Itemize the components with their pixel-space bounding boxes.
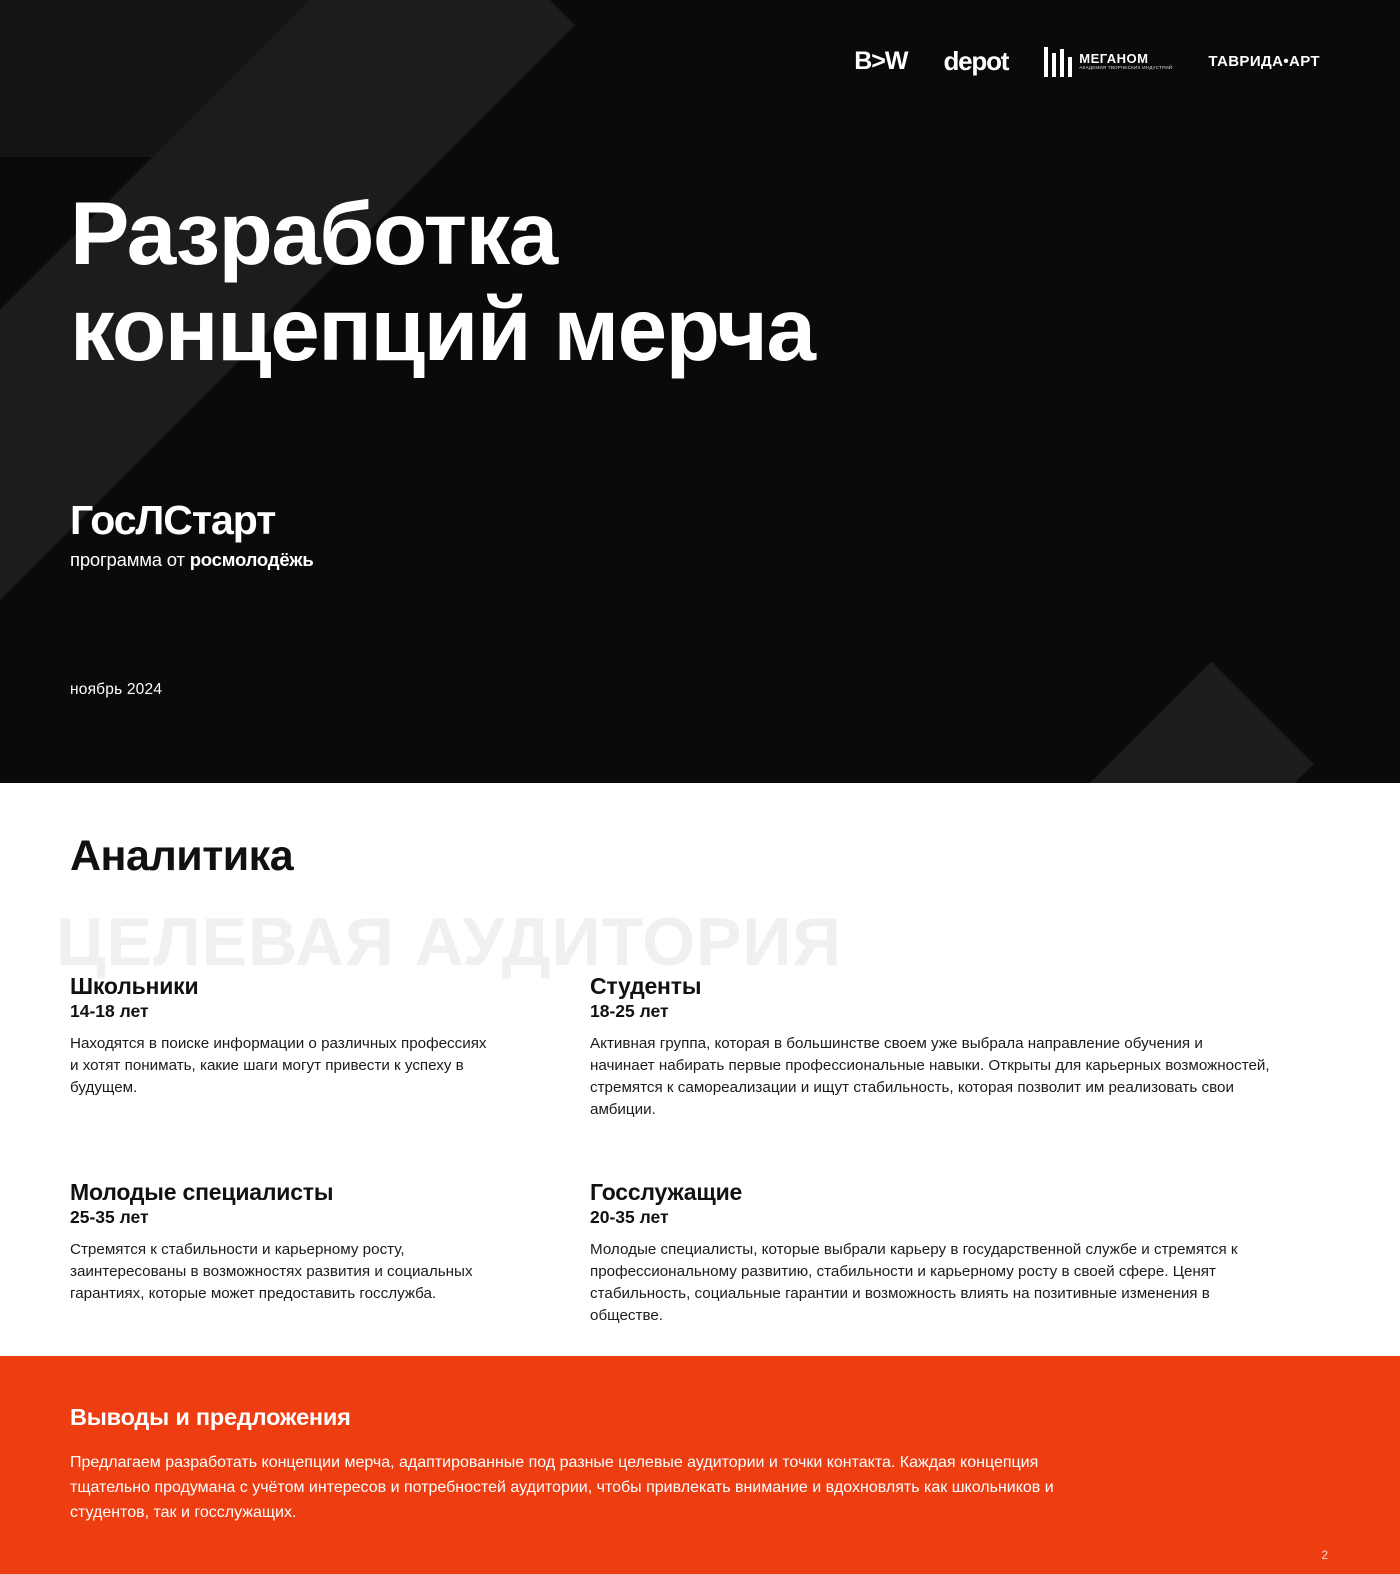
- hero-section: [0, 0, 1400, 783]
- audience-description: Молодые специалисты, которые выбрали карьеру в государственной службе и стремятся к профессиональному развитию, стабильности и карьерному росту в своей сфере. Ценят стабильность, социальные гарантии и возможность влиять на позитивные изменения в обществе.: [590, 1241, 1238, 1325]
- page-number: 2: [1321, 1548, 1328, 1562]
- meganom-logo: [1044, 47, 1172, 77]
- meganom-logo-text: МЕГАНОМ: [1079, 51, 1149, 67]
- analytics-section: [0, 783, 1400, 1356]
- meganom-logo-subtext: АКАДЕМИЯ ТВОРЧЕСКИХ ИНДУСТРИЙ: [1079, 64, 1173, 70]
- tavrida-art-logo-text: ТАВРИДА•АРТ: [1208, 53, 1320, 70]
- audience-age: 18-25 лет: [590, 1001, 669, 1021]
- depot-logo: [943, 46, 1008, 77]
- page-title-line1: Разработка: [70, 183, 557, 283]
- target-audience-watermark: ЦЕЛЕВАЯ АУДИТОРИЯ: [56, 904, 843, 980]
- conclusions-section: [0, 1356, 1400, 1574]
- bw-logo: [854, 47, 907, 76]
- audience-age: 14-18 лет: [70, 1001, 149, 1021]
- brand-name: ГосЛСтарт: [70, 497, 276, 543]
- audience-card-young-specialists: [70, 1179, 590, 1327]
- bw-logo-text: B>W: [854, 47, 908, 75]
- brand-subtitle: [70, 549, 314, 571]
- page-title-line2: концепций мерча: [70, 279, 815, 380]
- audience-card-civil-servants: [590, 1179, 1290, 1327]
- conclusions-title: Выводы и предложения: [70, 1404, 351, 1430]
- brand-subtitle-bold: росмолодёжь: [189, 549, 314, 570]
- audience-card-students: [590, 973, 1290, 1121]
- audience-title: Молодые специалисты: [70, 1179, 334, 1206]
- audience-description: Стремятся к стабильности и карьерному росту, заинтересованы в возможностях развития и социальных гарантиях, которые может предоставить госслужба.: [70, 1241, 473, 1303]
- brand-subtitle-prefix: программа от: [70, 549, 190, 570]
- audience-title: Школьники: [70, 973, 199, 999]
- analytics-title: Аналитика: [70, 832, 294, 880]
- brand-block: [70, 497, 314, 571]
- partner-logos: [854, 46, 1320, 77]
- audience-age: 20-35 лет: [590, 1207, 669, 1228]
- page-title: [70, 183, 815, 380]
- audience-age: 25-35 лет: [70, 1207, 149, 1228]
- audience-description: Активная группа, которая в большинстве своем уже выбрала направление обучения и начинает набирать первые профессиональные навыки. Открыты для карьерных возможностей, стремятся к самореализации и ищут стабильность, которая позволит им реализовать свои амбиции.: [590, 1035, 1270, 1119]
- audience-card-schoolchildren: [70, 973, 590, 1121]
- conclusions-text: Предлагаем разработать концепции мерча, адаптированные под разные целевые аудитории и точки контакта. Каждая концепция тщательно продумана с учётом интересов и потребностей аудитории, чтобы привлекать внимание и вдохновлять как школьников и студентов, так и госслужащих.: [70, 1454, 1054, 1521]
- audience-title: Госслужащие: [590, 1179, 743, 1206]
- audience-grid: [70, 973, 1330, 1327]
- meganom-glyph-icon: [1044, 47, 1072, 77]
- presentation-date: ноябрь 2024: [70, 681, 163, 698]
- audience-title: Студенты: [590, 973, 702, 999]
- depot-logo-text: depot: [943, 46, 1009, 76]
- audience-description: Находятся в поиске информации о различных профессиях и хотят понимать, какие шаги могут привести к успеху в будущем.: [70, 1035, 487, 1097]
- tavrida-art-logo: [1208, 53, 1320, 70]
